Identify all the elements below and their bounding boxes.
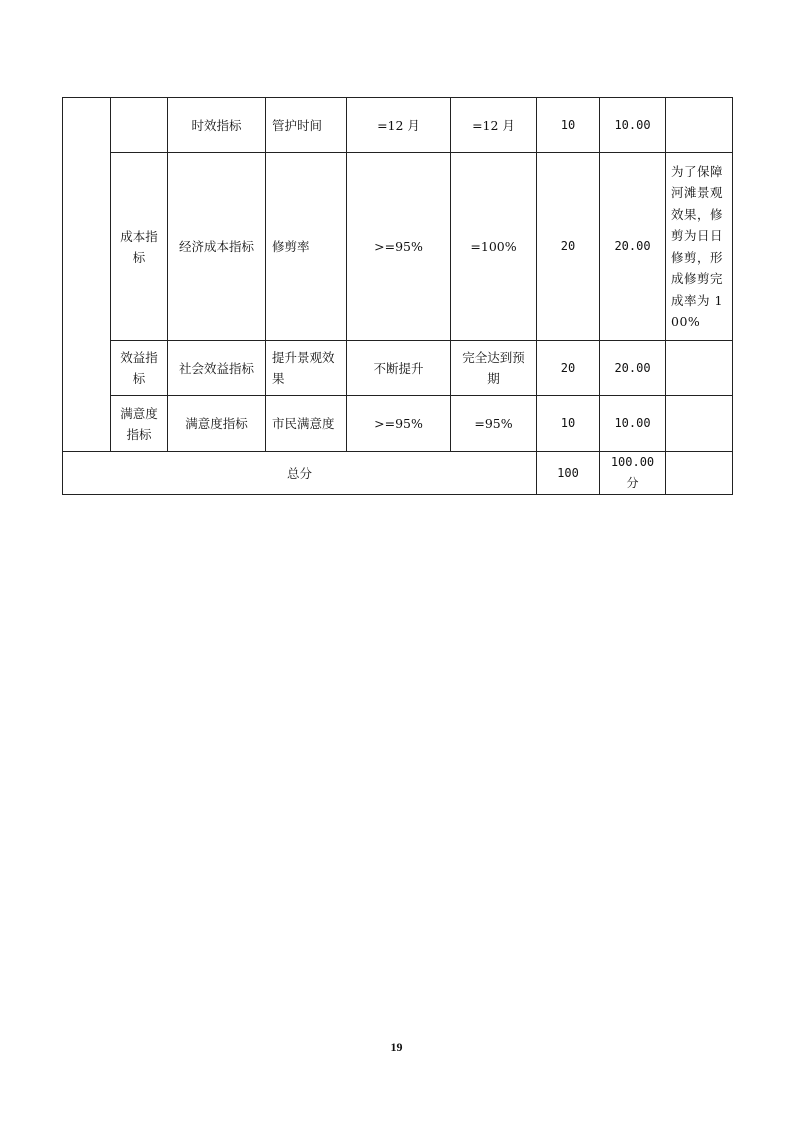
level3-cell: 社会效益指标 [168, 341, 266, 396]
target-cell: 不断提升 [347, 341, 451, 396]
table-row [63, 341, 733, 396]
level2-cell: 满意度指标 [111, 396, 168, 452]
actual-cell: =100% [451, 153, 537, 341]
performance-table [62, 97, 733, 495]
total-row [63, 452, 733, 495]
table-row [63, 396, 733, 452]
level3-cell: 经济成本指标 [168, 153, 266, 341]
indicator-cell: 提升景观效果 [266, 341, 347, 396]
level3-cell: 时效指标 [168, 98, 266, 153]
level2-cell: 成本指标 [111, 153, 168, 341]
table-row [63, 153, 733, 341]
note-cell [666, 341, 733, 396]
score-cell: 10.00 [600, 98, 666, 153]
actual-cell: 完全达到预期 [451, 341, 537, 396]
level2-cell: 效益指标 [111, 341, 168, 396]
indicator-cell: 市民满意度 [266, 396, 347, 452]
total-score-cell: 100.00分 [600, 452, 666, 495]
score-cell: 20.00 [600, 153, 666, 341]
weight-cell: 20 [537, 341, 600, 396]
target-cell: >=95% [347, 153, 451, 341]
table-row [63, 98, 733, 153]
note-text: 为了保障河滩景观效果，修剪为日日修剪，形成修剪完成率为 100% [671, 163, 724, 329]
level3-cell: 满意度指标 [168, 396, 266, 452]
actual-cell: =95% [451, 396, 537, 452]
total-weight-cell: 100 [537, 452, 600, 495]
weight-cell: 10 [537, 396, 600, 452]
weight-cell: 10 [537, 98, 600, 153]
level1-cell [63, 98, 111, 452]
score-cell: 20.00 [600, 341, 666, 396]
note-cell [666, 98, 733, 153]
weight-cell: 20 [537, 153, 600, 341]
indicator-cell: 修剪率 [266, 153, 347, 341]
target-cell: >=95% [347, 396, 451, 452]
actual-cell: =12 月 [451, 98, 537, 153]
note-cell [666, 396, 733, 452]
page-number: 19 [390, 1040, 403, 1054]
indicator-cell: 管护时间 [266, 98, 347, 153]
note-cell [666, 153, 733, 341]
total-note-cell [666, 452, 733, 495]
total-label-cell: 总分 [63, 452, 537, 495]
target-cell: =12 月 [347, 98, 451, 153]
level2-cell [111, 98, 168, 153]
score-cell: 10.00 [600, 396, 666, 452]
